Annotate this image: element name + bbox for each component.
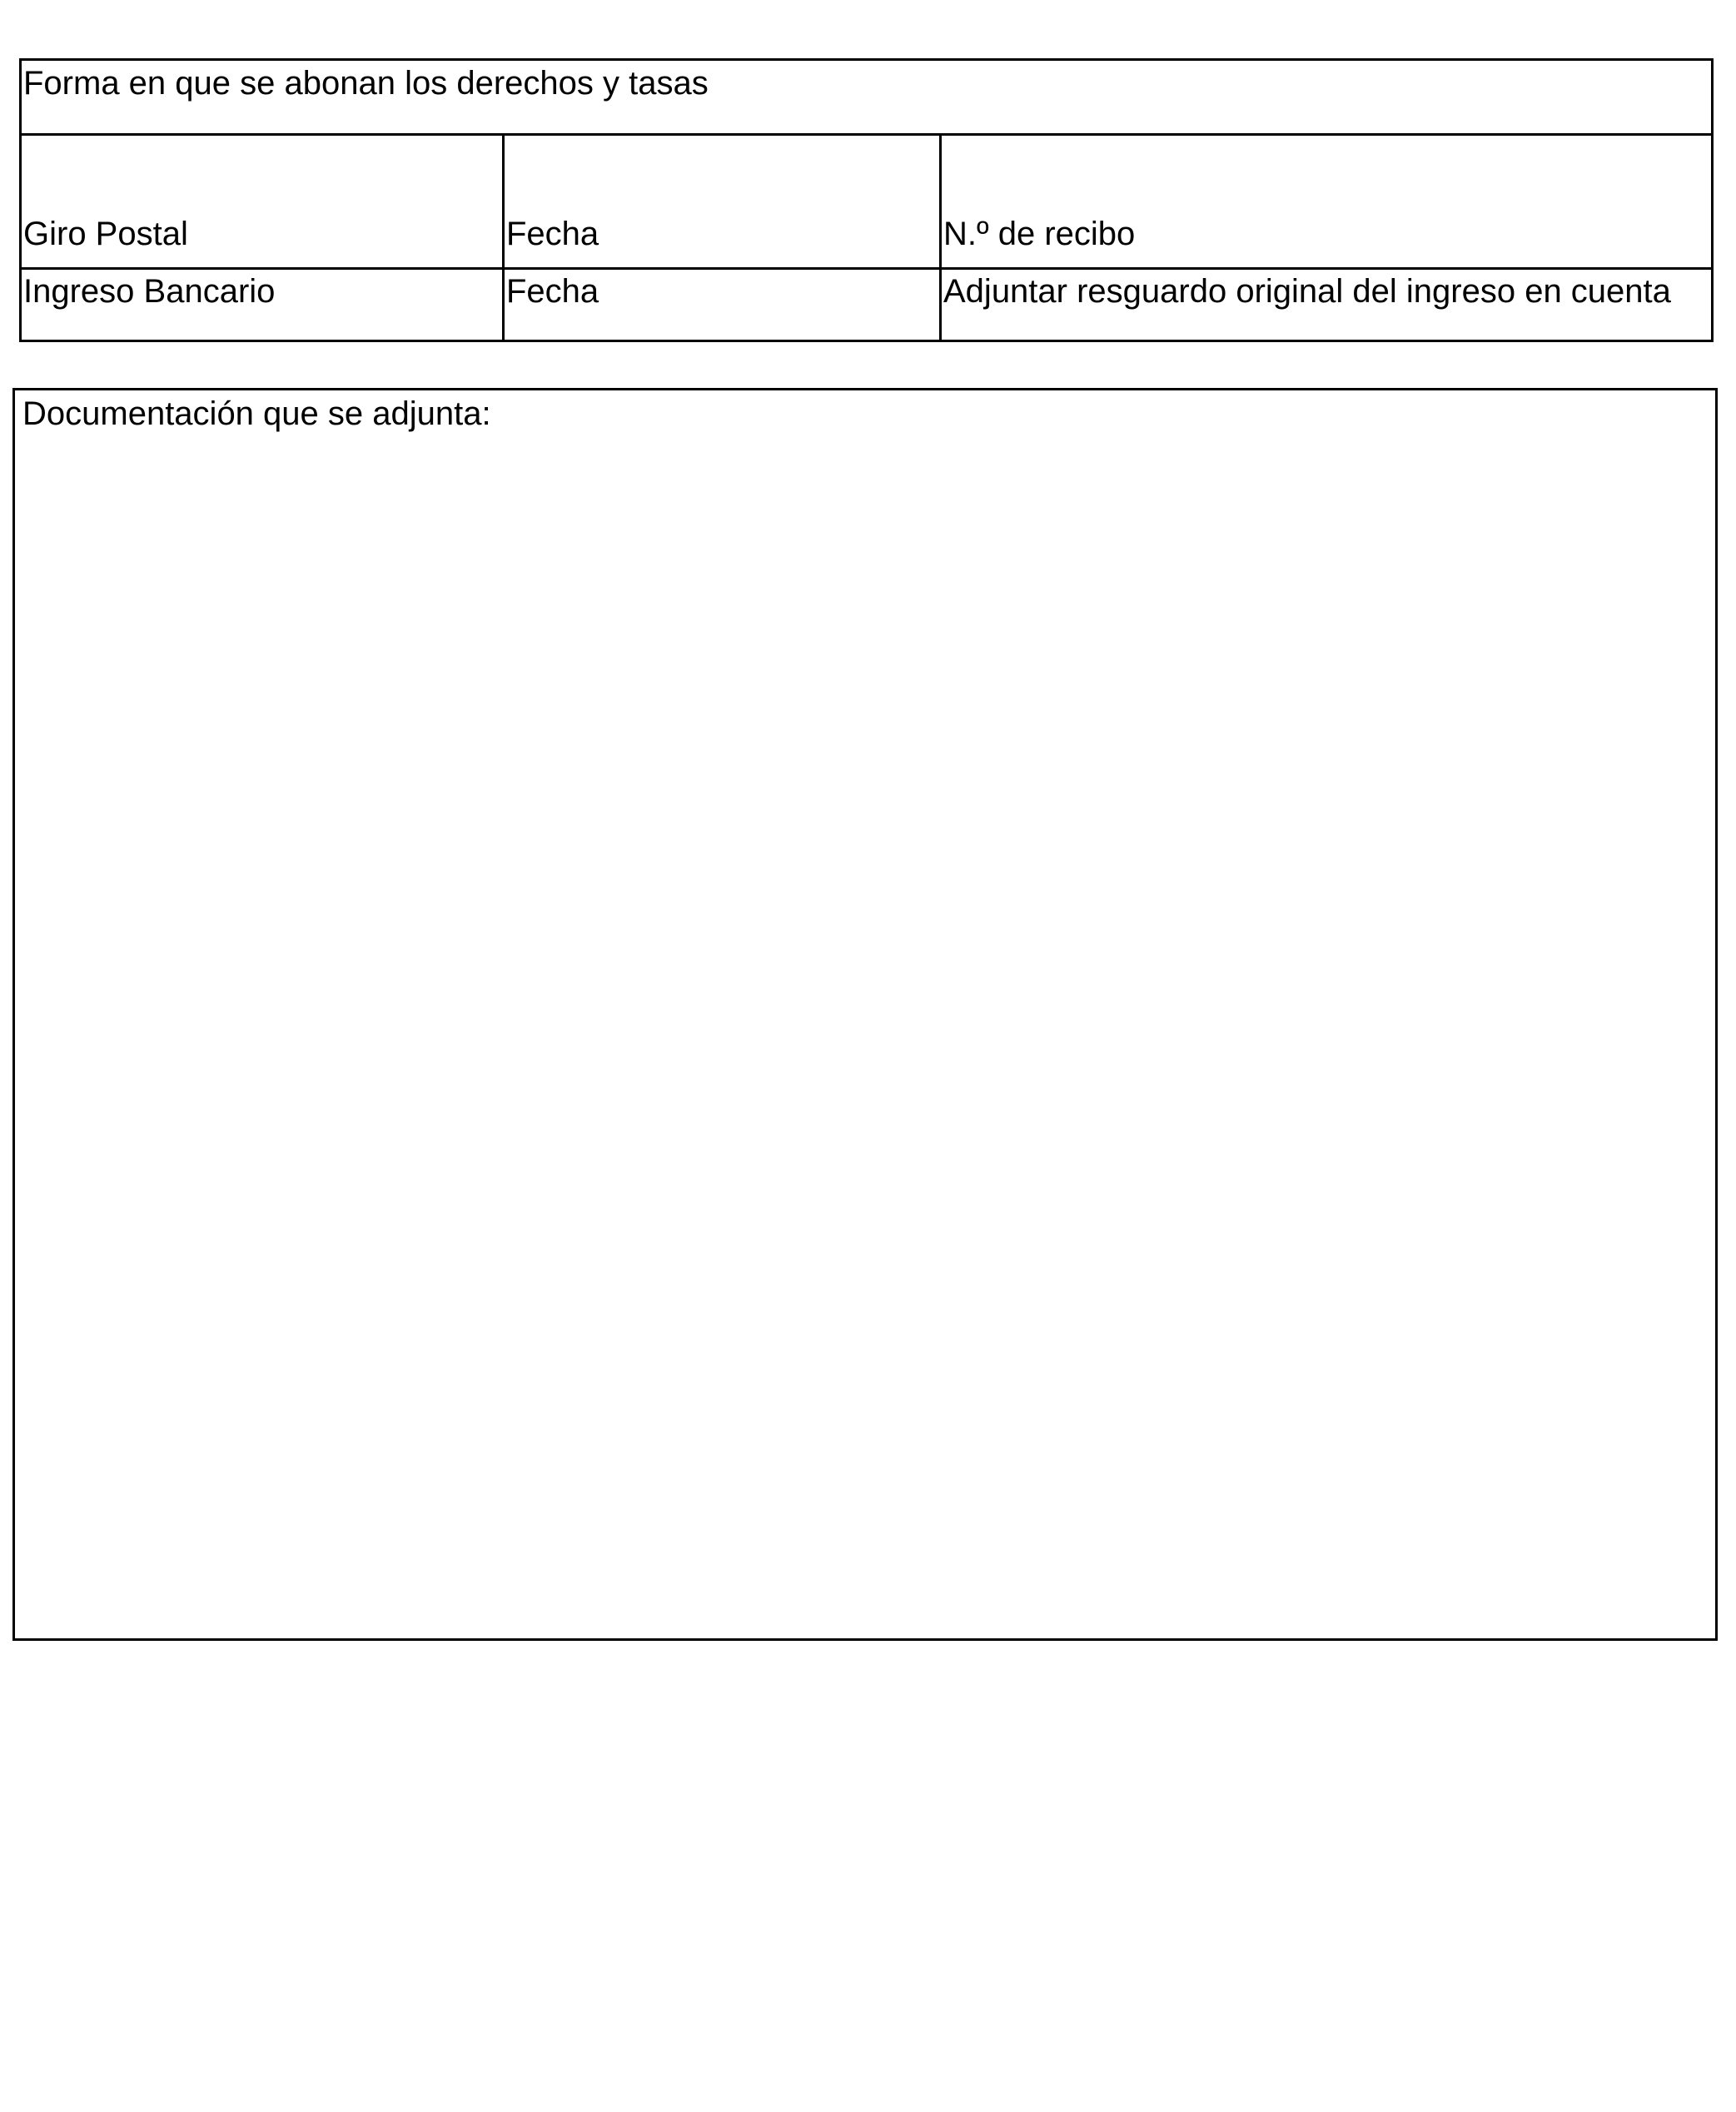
ingreso-bancario-method-cell: Ingreso Bancario: [21, 269, 504, 341]
payment-section-title: Forma en que se abonan los derechos y tasas: [21, 60, 1713, 135]
ingreso-bancario-receipt-cell[interactable]: Adjuntar resguardo original del ingreso en cuenta: [941, 269, 1713, 341]
payment-title-row: [21, 60, 1713, 135]
giro-postal-method-cell: Giro Postal: [21, 135, 504, 269]
ingreso-bancario-row: [21, 269, 1713, 341]
ingreso-bancario-date-cell[interactable]: Fecha: [504, 269, 941, 341]
attached-documentation-box[interactable]: [12, 388, 1718, 1641]
giro-postal-date-cell[interactable]: Fecha: [504, 135, 941, 269]
payment-method-table: [19, 58, 1714, 342]
giro-postal-receipt-cell[interactable]: N.º de recibo: [941, 135, 1713, 269]
attached-documentation-label: Documentación que se adjunta:: [22, 395, 491, 432]
giro-postal-row: [21, 135, 1713, 269]
